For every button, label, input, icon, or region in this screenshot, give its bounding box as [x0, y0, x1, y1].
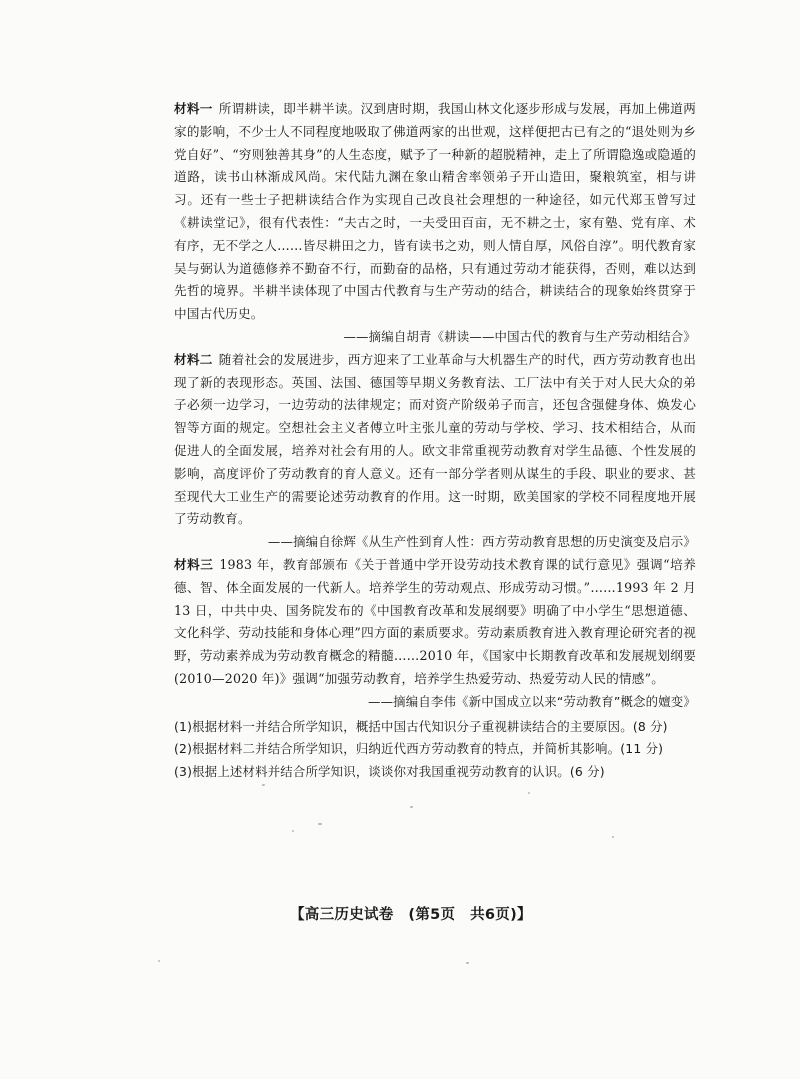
material-1	[174, 98, 696, 326]
scan-speck	[318, 823, 322, 825]
material-3	[174, 554, 696, 691]
scan-speck	[158, 960, 160, 962]
scan-speck	[410, 806, 413, 808]
question-1: (1)根据材料一并结合所学知识，概括中国古代知识分子重视耕读结合的主要原因。(8 分)	[174, 718, 668, 734]
page-content	[174, 98, 696, 783]
question-list	[174, 716, 696, 784]
material-2	[174, 349, 696, 531]
page-footer: 【高三历史试卷 (第5页 共6页)】	[290, 907, 532, 923]
material-3-source: ——摘编自李伟《新中国成立以来“劳动教育”概念的嬗变》	[367, 693, 696, 709]
question-3: (3)根据上述材料并结合所学知识，谈谈你对我国重视劳动教育的认识。(6 分)	[174, 763, 605, 779]
material-1-text: 所谓耕读，即半耕半读。汉到唐时期，我国山林文化逐步形成与发展，再加上佛道两家的影响，不少士人不同程度地吸取了佛道两家的出世观，这样便把古已有之的“退处则为乡党自好”、“穷则独善其身”的人生态度，赋予了一种新的超脱精神，走上了所谓隐逸或隐遁的道路，读书山林渐成风尚。宋代陆九渊在象山精舍率领弟子开山造田，聚粮筑室，相与讲习。还有一些士子把耕读结合作为实现自己改良社会理想的一种途径，如元代郑玉曾写过《耕读堂记》，很有代表性：“夫古之时，一夫受田百亩，无不耕之士，家有塾、党有庠、术有序，无不学之人……皆尽耕田之力，皆有读书之劝，则人情自厚，风俗自淳”。明代教育家吴与弼认为道德修养不勤奋不行，而勤奋的品格，只有通过劳动才能获得，否则，难以达到先哲的境界。半耕半读体现了中国古代教育与生产劳动的结合，耕读结合的现象始终贯穿于中国古代历史。	[174, 101, 696, 322]
material-2-text: 随着社会的发展进步，西方迎来了工业革命与大机器生产的时代，西方劳动教育也出现了新的表现形态。英国、法国、德国等早期义务教育法、工厂法中有关于对人民大众的弟子必须一边学习，一边劳动的法律规定；而对资产阶级弟子而言，还包含强健身体、焕发心智等方面的规定。空想社会主义者傅立叶主张儿童的劳动与学校、学习、技术相结合，从而促进人的全面发展，培养对社会有用的人。欧文非常重视劳动教育对学生品德、个性发展的影响，高度评价了劳动教育的育人意义。还有一部分学者则从谋生的手段、职业的要求、甚至现代大工业生产的需要论述劳动教育的作用。这一时期，欧美国家的学校不同程度地开展了劳动教育。	[174, 351, 696, 527]
material-2-source: ——摘编自徐辉《从生产性到育人性：西方劳动教育思想的历史演变及启示》	[267, 534, 696, 550]
material-3-text: 1983 年，教育部颁布《关于普通中学开设劳动技术教育课的试行意见》强调“培养德、智、体全面发展的一代新人。培养学生的劳动观点、形成劳动习惯。”……1993 年 2 月 13 日，中共中央、国务院发布的《中国教育改革和发展纲要》明确了中小学生“思想道德、文化科学、劳动技能和身体心理”四方面的素质要求。劳动素质教育进入教育理论研究者的视野，劳动素养成为劳动教育概念的精髓……2010 年，《国家中长期教育改革和发展规划纲要(2010—2020 年)》强调“加强劳动教育，培养学生热爱劳动、热爱劳动人民的情感”。	[174, 556, 696, 686]
scan-speck	[466, 962, 469, 964]
question-2: (2)根据材料二并结合所学知识，归纳近代西方劳动教育的特点，并简析其影响。(11 分)	[174, 741, 664, 757]
material-2-label: 材料二	[174, 351, 213, 367]
scan-speck	[262, 784, 265, 786]
material-1-label: 材料一	[174, 101, 213, 116]
scan-speck	[528, 792, 530, 794]
material-1-source: ——摘编自胡青《耕读——中国古代的教育与生产劳动相结合》	[343, 328, 696, 344]
material-3-label: 材料三	[174, 556, 214, 572]
scan-speck	[292, 830, 294, 832]
scan-speck	[612, 836, 614, 838]
